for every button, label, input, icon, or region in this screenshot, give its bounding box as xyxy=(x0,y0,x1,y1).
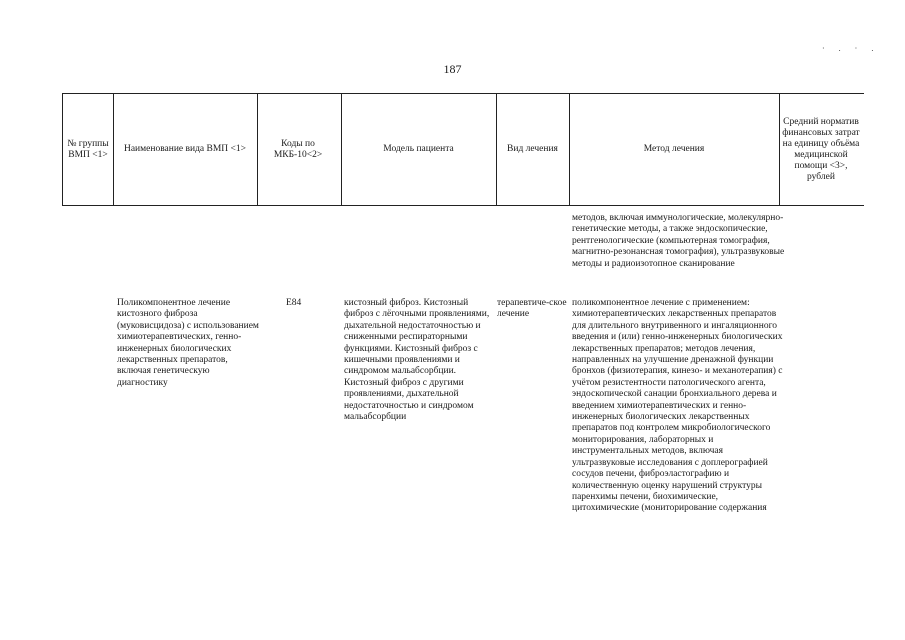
header-label: Метод лечения xyxy=(643,144,705,154)
header-divider xyxy=(496,93,497,206)
header-cell-patient-model xyxy=(343,94,494,205)
header-label: № группы ВМП <1> xyxy=(67,138,109,160)
header-divider xyxy=(62,93,63,206)
header-label: Наименование вида ВМП <1> xyxy=(123,144,247,154)
continuation-method-text: методов, включая иммунологические, молекулярно-генетические методы, а также эндоскопические, рентгенологические (компьютерная томография, магнитно-резонансная томография), ультразвуковые методы и радиоизотопное сканирование xyxy=(572,213,785,269)
header-divider xyxy=(257,93,258,206)
row-icd-code: E84 xyxy=(286,298,302,308)
header-divider xyxy=(569,93,570,206)
row-treatment-method: поликомпонентное лечение с применением: химиотерапевтических лекарственных препаратов для длительного внутривенного и ингаляционного введения и (или) генно-инженерных биологических лекарственных препаратов; методов лечения, направленных на улучшение дренажной функции бронхов (физиотерапия, кинезо- и механотерапия) с учётом резистентности патологического агента, эндоскопической санации бронхиального дерева и введением химиотерапевтических и генно-инженерных биологических лекарственных препаратов под контролем микробиологического мониторирования, лабораторных и инструментальных методов, включая ультразвуковые исследования с доплерографией сосудов печени, фиброэластографию и количественную оценку нарушений структуры паренхимы печени, биохимические, цитохимические (мониторирование содержания xyxy=(572,298,783,514)
header-cell-vmp-name xyxy=(115,94,255,205)
header-cell-icd-codes xyxy=(264,94,332,205)
row-vmp-name: Поликомпонентное лечение кистозного фиброза (муковисцидоза) с использованием химиотерапевтических, генно-инженерных биологических лекарственных препаратов, включая генетическую диагностику xyxy=(117,298,259,388)
header-divider xyxy=(113,93,114,206)
page-number: 187 xyxy=(443,62,462,76)
header-cell-treatment-method xyxy=(571,94,777,205)
row-treatment-type: терапевтиче-ское лечение xyxy=(497,298,567,320)
header-border-bottom xyxy=(62,205,864,206)
header-label: Коды по МКБ-10<2> xyxy=(273,138,323,160)
header-label: Средний норматив финансовых затрат на единицу объёма медицинской помощи <3>, рублей xyxy=(782,116,860,182)
header-cell-group-number xyxy=(64,94,112,205)
header-cell-cost-norm xyxy=(781,94,861,205)
corner-scan-marks: · . · . xyxy=(822,44,880,53)
row-patient-model: кистозный фиброз. Кистозный фиброз с лёгочными проявлениями, дыхательной недостаточностью и сниженными респираторными функциями. Кистозный фиброз с кишечными проявлениями и синдромом мальабсорбции. Кистозный фиброз с другими проявлениями, дыхательной недостаточностью и синдромом мальабсорбции xyxy=(344,298,490,423)
header-label: Модель пациента xyxy=(383,144,454,154)
header-divider xyxy=(779,93,780,206)
header-cell-treatment-type xyxy=(498,94,567,205)
header-label: Вид лечения xyxy=(507,144,558,154)
header-divider xyxy=(341,93,342,206)
